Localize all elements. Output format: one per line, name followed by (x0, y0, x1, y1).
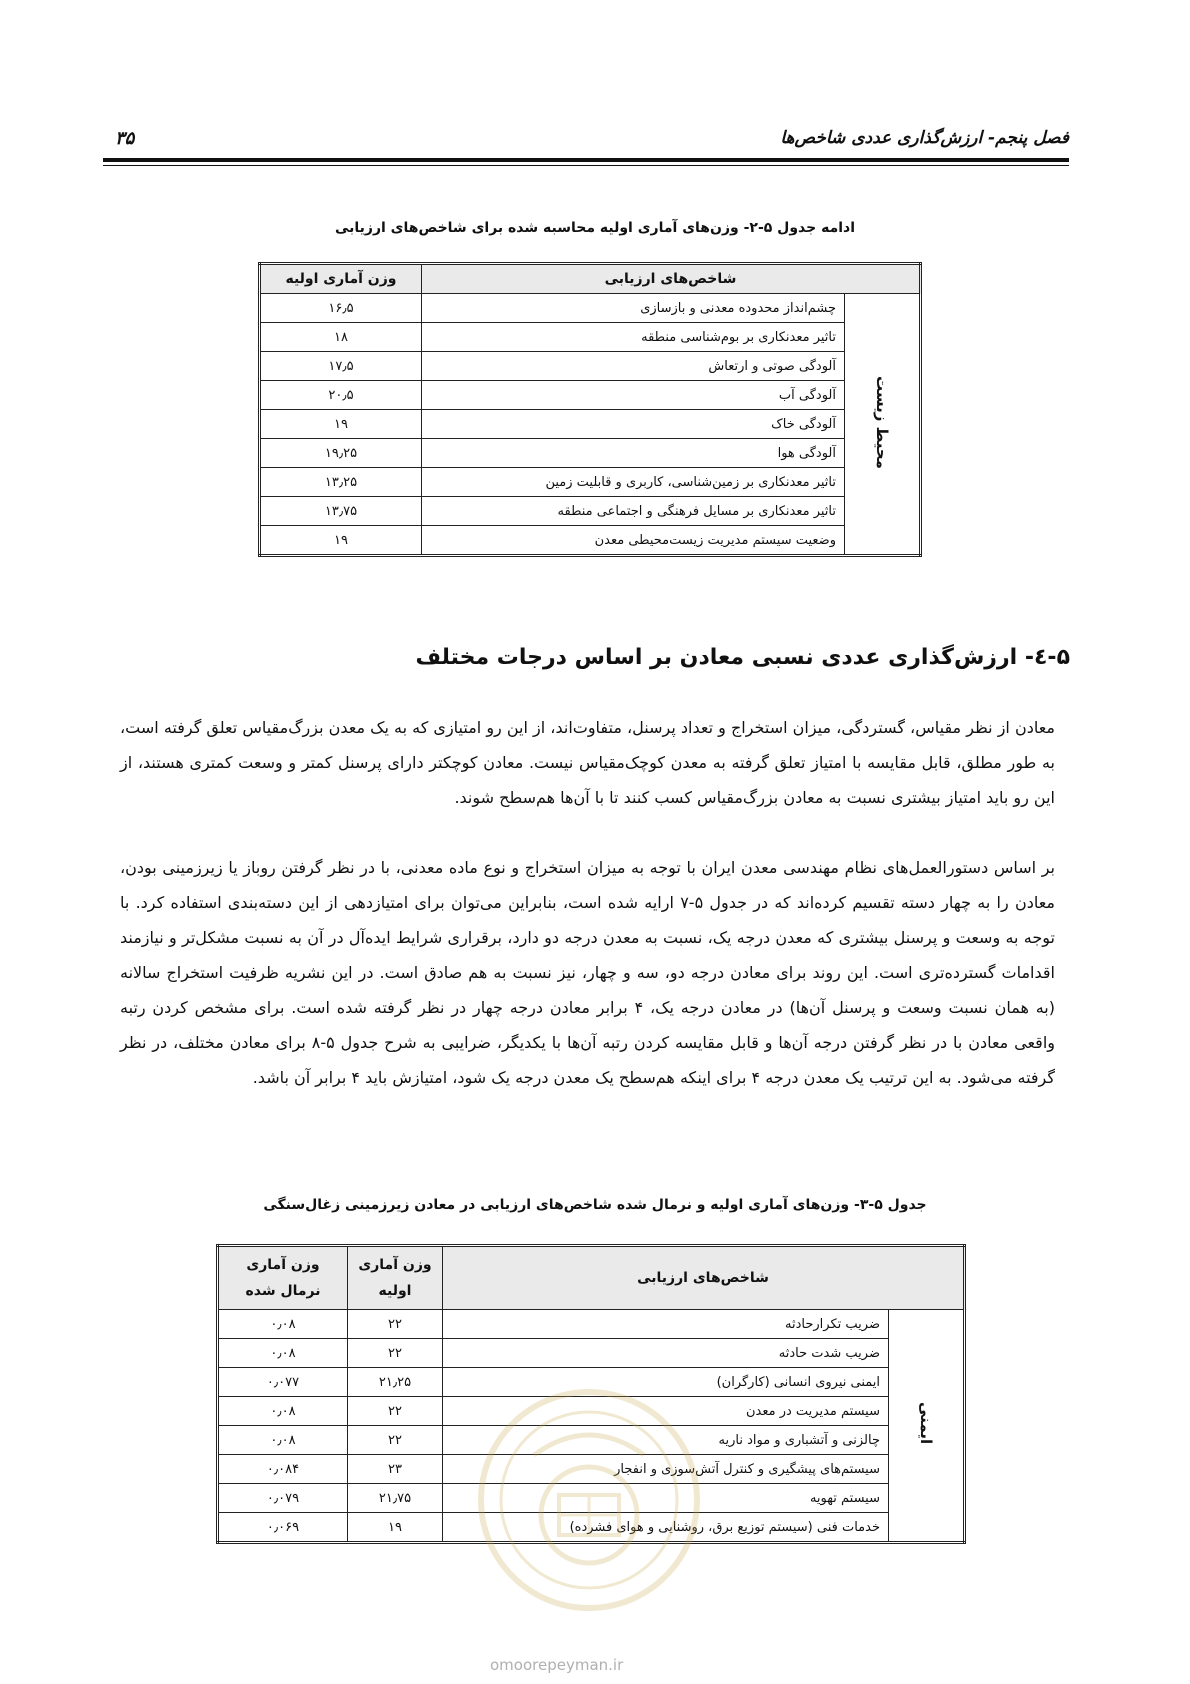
table1-weight-cell: ۱۷٫۵ (260, 352, 422, 381)
table1-index-cell: تاثیر معدنکاری بر مسایل فرهنگی و اجتماعی منطقه (422, 497, 845, 526)
table2-norm-cell: ۰٫۰۷۷ (218, 1368, 348, 1397)
table2-norm-cell: ۰٫۰۸ (218, 1310, 348, 1339)
table1-weight-cell: ۱۹ (260, 526, 422, 556)
table1-weight-cell: ۱۳٫۷۵ (260, 497, 422, 526)
table1-index-cell: آلودگی هوا (422, 439, 845, 468)
table2-norm-cell: ۰٫۰۸ (218, 1397, 348, 1426)
table1-weight-cell: ۲۰٫۵ (260, 381, 422, 410)
table2-header-weight-l1: وزن آماری (358, 1257, 432, 1273)
table2-weight-cell: ۲۱٫۲۵ (348, 1368, 443, 1397)
table2-header-norm-l1: وزن آماری (246, 1257, 320, 1273)
watermark-seal-icon (474, 1385, 704, 1615)
table2-weight-cell: ۲۲ (348, 1397, 443, 1426)
table1-weight-cell: ۱۹ (260, 410, 422, 439)
table1-header-index: شاخص‌های ارزیابی (422, 264, 921, 294)
page-header (103, 128, 1069, 162)
page-number: ۳۵ (115, 128, 135, 149)
table-row (260, 381, 921, 410)
table2-index-cell: سیستم تهویه (443, 1484, 889, 1513)
table2-header-weight-l2: اولیه (378, 1283, 412, 1299)
table2-weight-cell: ۱۹ (348, 1513, 443, 1543)
table-row (260, 352, 921, 381)
table2-norm-cell: ۰٫۰۸۴ (218, 1455, 348, 1484)
table-row (260, 497, 921, 526)
table-row (218, 1310, 965, 1339)
table2-norm-cell: ۰٫۰۸ (218, 1426, 348, 1455)
table1-group-label: محیط زیست (873, 375, 891, 469)
table2-index-cell: ضریب شدت حادثه (443, 1339, 889, 1368)
table1-weight-cell: ۱۸ (260, 323, 422, 352)
table2-norm-cell: ۰٫۰۶۹ (218, 1513, 348, 1543)
table2-header-norm (218, 1246, 348, 1310)
header-rule (103, 158, 1069, 162)
table2-weight-cell: ۲۲ (348, 1339, 443, 1368)
section-heading: ۵-٤- ارزش‌گذاری عددی نسبی معادن بر اساس درجات مختلف (415, 645, 1070, 670)
table2-index-cell: چالزنی و آتشباری و مواد ناریه (443, 1426, 889, 1455)
table2-index-cell: ایمنی نیروی انسانی (کارگران) (443, 1368, 889, 1397)
table2-header-index: شاخص‌های ارزیابی (443, 1246, 965, 1310)
table2-index-cell: سیستم مدیریت در معدن (443, 1397, 889, 1426)
table1-index-cell: تاثیر معدنکاری بر زمین‌شناسی، کاربری و قابلیت زمین (422, 468, 845, 497)
table-row (260, 439, 921, 468)
table-row (260, 526, 921, 556)
table2-header-norm-l2: نرمال شده (245, 1283, 321, 1299)
table1-index-cell: آلودگی آب (422, 381, 845, 410)
table1-group-cell (845, 294, 921, 556)
table2-norm-cell: ۰٫۰۸ (218, 1339, 348, 1368)
table-row (260, 294, 921, 323)
table-row (260, 410, 921, 439)
table1-index-cell: آلودگی صوتی و ارتعاش (422, 352, 845, 381)
table-row (260, 323, 921, 352)
table1-weight-cell: ۱۹٫۲۵ (260, 439, 422, 468)
table-row (218, 1339, 965, 1368)
table-row (260, 468, 921, 497)
header-rule-thin (103, 165, 1069, 166)
table1-weight-cell: ۱۳٫۲۵ (260, 468, 422, 497)
table2-index-cell: خدمات فنی (سیستم توزیع برق، روشنایی و هوای فشرده) (443, 1513, 889, 1543)
table2-caption: جدول ۵-۳- وزن‌های آماری اولیه و نرمال شده شاخص‌های ارزیابی در معادن زیرزمینی زغال‌سنگی (263, 1197, 927, 1213)
table1-header-weight: وزن آماری اولیه (260, 264, 422, 294)
table2-weight-cell: ۲۱٫۷۵ (348, 1484, 443, 1513)
chapter-title: فصل پنجم- ارزش‌گذاری عددی شاخص‌ها (780, 128, 1069, 148)
table2-weight-cell: ۲۳ (348, 1455, 443, 1484)
paragraph-2: بر اساس دستورالعمل‌های نظام مهندسی معدن ایران با توجه به میزان استخراج و نوع ماده معدنی، با در نظر گرفتن روباز یا زیرزمینی بودن، معادن را به چهار دسته تقسیم کرده‌اند که در جدول ۵-۷ ارایه شده است، بنابراین می‌توان برای امتیازدهی از این دسته‌بندی استفاده کرد. با توجه به وسعت و پرسنل بیشتری که معدن درجه یک، نسبت به معدن درجه دو دارد، برقراری شرایط ایده‌آل در آن به نسبت مشکل‌تر و نیازمند اقدامات گسترده‌تری است. این روند برای معادن درجه دو، سه و چهار، نیز نسبت به هم صادق است. در این نشریه ظرفیت استخراج سالانه (به همان نسبت وسعت و پرسنل آن‌ها) در معادن درجه یک، ۴ برابر معادن درجه چهار در نظر گرفته شده است. برای مشخص کردن رتبه واقعی معادن با در نظر گرفتن درجه آن‌ها و قابل مقایسه کردن رتبه آن‌ها با یکدیگر، ضرایبی به شرح جدول ۵-۸ برای معادن مختلف، در نظر گرفته می‌شود. به این ترتیب یک معدن درجه ۴ برای اینکه هم‌سطح یک معدن درجه یک شود، امتیازش باید ۴ برابر آن باشد. (120, 858, 1056, 1087)
table1 (258, 262, 922, 557)
table1-weight-cell: ۱۶٫۵ (260, 294, 422, 323)
paragraph-1: معادن از نظر مقیاس، گستردگی، میزان استخراج و تعداد پرسنل، متفاوت‌اند، از این رو امتیازی که به یک معدن بزرگ‌مقیاس تعلق گرفته است، به طور مطلق، قابل مقایسه با امتیاز تعلق گرفته به معدن کوچک‌مقیاس نیست. معادن کوچکتر دارای پرسنل کمتر و وسعت کمتری هستند، از این رو باید امتیاز بیشتری نسبت به معادن بزرگ‌مقیاس کسب کنند تا با آن‌ها هم‌سطح شوند. (120, 718, 1055, 807)
table1-index-cell: وضعیت سیستم مدیریت زیست‌محیطی معدن (422, 526, 845, 556)
table2-weight-cell: ۲۲ (348, 1426, 443, 1455)
table2-group-label: ایمنی (917, 1402, 935, 1445)
table1-index-cell: چشم‌انداز محدوده معدنی و بازسازی (422, 294, 845, 323)
watermark-url: omoorepeyman.ir (490, 1656, 624, 1674)
table2-header-weight (348, 1246, 443, 1310)
table2-group-cell (889, 1310, 965, 1543)
table2-weight-cell: ۲۲ (348, 1310, 443, 1339)
table1-caption: ادامه جدول ۵-۲- وزن‌های آماری اولیه محاسبه شده برای شاخص‌های ارزیابی (334, 220, 856, 236)
table2-norm-cell: ۰٫۰۷۹ (218, 1484, 348, 1513)
table2-index-cell: ضریب تکرارحادثه (443, 1310, 889, 1339)
table2-index-cell: سیستم‌های پیشگیری و کنترل آتش‌سوزی و انفجار (443, 1455, 889, 1484)
table1-index-cell: آلودگی خاک (422, 410, 845, 439)
table1-index-cell: تاثیر معدنکاری بر بوم‌شناسی منطقه (422, 323, 845, 352)
